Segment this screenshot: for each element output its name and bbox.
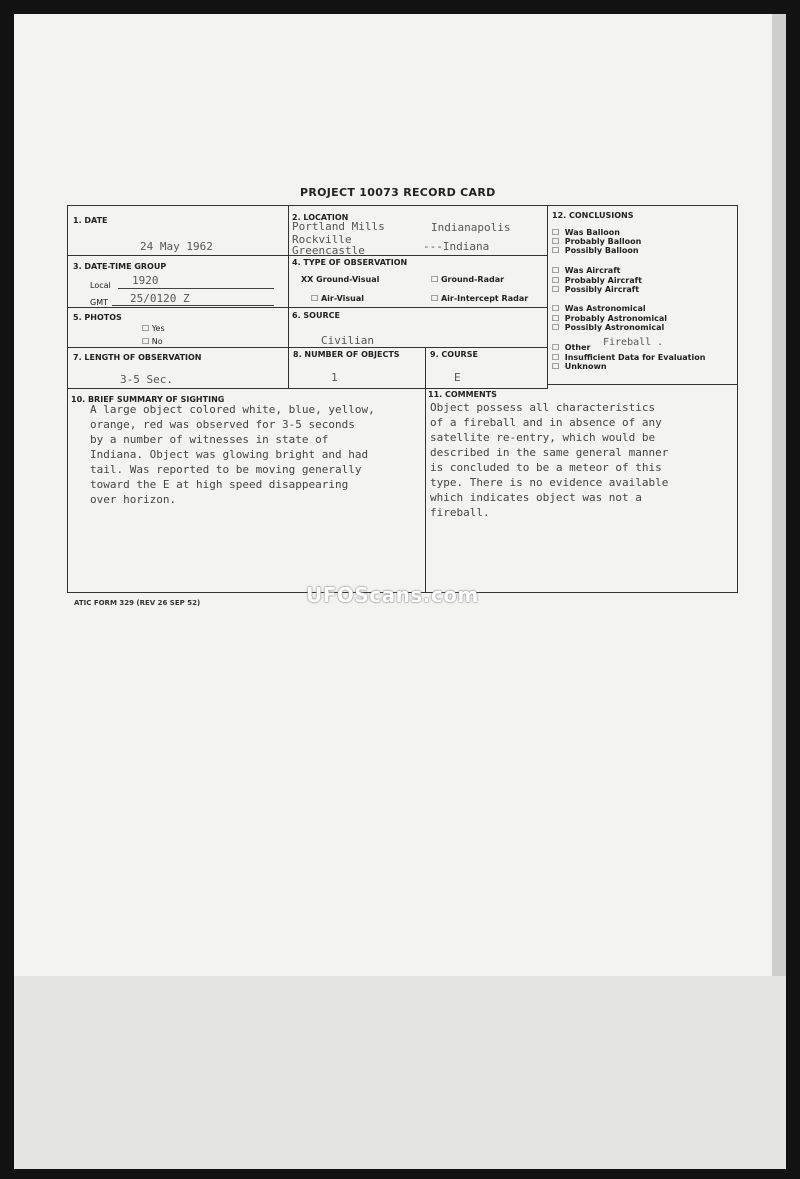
gmt-value: 25/0120 Z <box>130 292 190 305</box>
photos-no: ☐ No <box>142 337 163 346</box>
source-cell <box>289 308 548 348</box>
conclusion-other-value: Fireball . <box>603 337 664 348</box>
conclusions-label: 12. CONCLUSIONS <box>552 211 634 220</box>
photos-cell <box>68 308 289 348</box>
num-objects-value: 1 <box>331 371 338 384</box>
conclusion-probably-astronomical: ☐ Probably Astronomical <box>552 314 668 323</box>
summary-label: 10. BRIEF SUMMARY OF SIGHTING <box>71 395 225 404</box>
page-edge <box>772 14 786 976</box>
comments-label: 11. COMMENTS <box>428 390 497 399</box>
type-observation-label: 4. TYPE OF OBSERVATION <box>292 258 408 267</box>
location-cell <box>289 206 548 256</box>
conclusion-was-aircraft: ☐ Was Aircraft <box>552 266 621 275</box>
local-underline <box>118 288 274 289</box>
air-intercept-option: ☐ Air-Intercept Radar <box>431 294 529 303</box>
record-card <box>67 205 738 593</box>
num-objects-label: 8. NUMBER OF OBJECTS <box>293 350 400 359</box>
length-label: 7. LENGTH OF OBSERVATION <box>73 353 202 362</box>
photos-yes: ☐ Yes <box>142 324 165 333</box>
course-value: E <box>454 371 461 384</box>
gmt-label: GMT <box>90 298 108 307</box>
source-label: 6. SOURCE <box>292 311 340 320</box>
location-city: Indianapolis <box>431 221 511 234</box>
conclusion-possibly-astronomical: ☐ Possibly Astronomical <box>552 323 665 332</box>
local-value: 1920 <box>132 274 159 287</box>
conclusion-possibly-aircraft: ☐ Possibly Aircraft <box>552 285 640 294</box>
source-value: Civilian <box>321 334 374 347</box>
summary-cell <box>68 389 426 592</box>
ground-visual-option: XX Ground-Visual <box>301 275 380 284</box>
page-underlay <box>14 966 786 1169</box>
length-cell <box>68 348 289 389</box>
type-observation-cell <box>289 256 548 308</box>
card-title: PROJECT 10073 RECORD CARD <box>300 186 496 199</box>
air-visual-option: ☐ Air-Visual <box>311 294 364 303</box>
conclusion-probably-aircraft: ☐ Probably Aircraft <box>552 276 642 285</box>
conclusion-other: ☐ Other <box>552 343 591 352</box>
location-label: 2. LOCATION <box>292 213 349 222</box>
course-label: 9. COURSE <box>430 350 478 359</box>
photos-label: 5. PHOTOS <box>73 313 122 322</box>
location-line-3: Greencastle <box>292 244 365 257</box>
location-state: ---Indiana <box>423 240 490 253</box>
conclusions-cell <box>548 206 738 385</box>
watermark: UFOScans.com <box>306 583 479 607</box>
comments-cell <box>426 389 738 586</box>
form-number: ATIC FORM 329 (REV 26 SEP 52) <box>74 599 201 607</box>
date-time-group-cell <box>68 256 289 308</box>
conclusion-was-astronomical: ☐ Was Astronomical <box>552 304 646 313</box>
conclusion-probably-balloon: ☐ Probably Balloon <box>552 237 642 246</box>
date-label: 1. DATE <box>73 216 108 225</box>
num-objects-cell <box>289 348 426 389</box>
summary-text: A large object colored white, blue, yellow, orange, red was observed for 3-5 seconds by a number of witnesses in state of Indiana. Object was glowing bright and had tail. Was reported to be moving generally toward the E at high speed disappearing over horizon. <box>90 403 375 506</box>
location-line-2: Rockville <box>292 233 352 246</box>
conclusion-insufficient-data: ☐ Insufficient Data for Evaluation <box>552 353 706 362</box>
length-value: 3-5 Sec. <box>120 373 173 386</box>
conclusion-was-balloon: ☐ Was Balloon <box>552 228 620 237</box>
conclusion-unknown: ☐ Unknown <box>552 362 607 371</box>
comments-text: Object possess all characteristics of a fireball and in absence of any satellite re-entry, which would be described in the same general manner is concluded to be a meteor of this type. There is no evidence available which indicates object was not a fireball. <box>430 401 669 519</box>
date-cell <box>68 206 289 256</box>
date-value: 24 May 1962 <box>140 240 213 253</box>
ground-radar-option: ☐ Ground-Radar <box>431 275 505 284</box>
date-time-group-label: 3. DATE-TIME GROUP <box>73 262 167 271</box>
gmt-underline <box>112 305 274 306</box>
course-cell <box>426 348 548 389</box>
local-label: Local <box>90 281 111 290</box>
location-line-1: Portland Mills <box>292 220 385 233</box>
conclusion-possibly-balloon: ☐ Possibly Balloon <box>552 246 639 255</box>
